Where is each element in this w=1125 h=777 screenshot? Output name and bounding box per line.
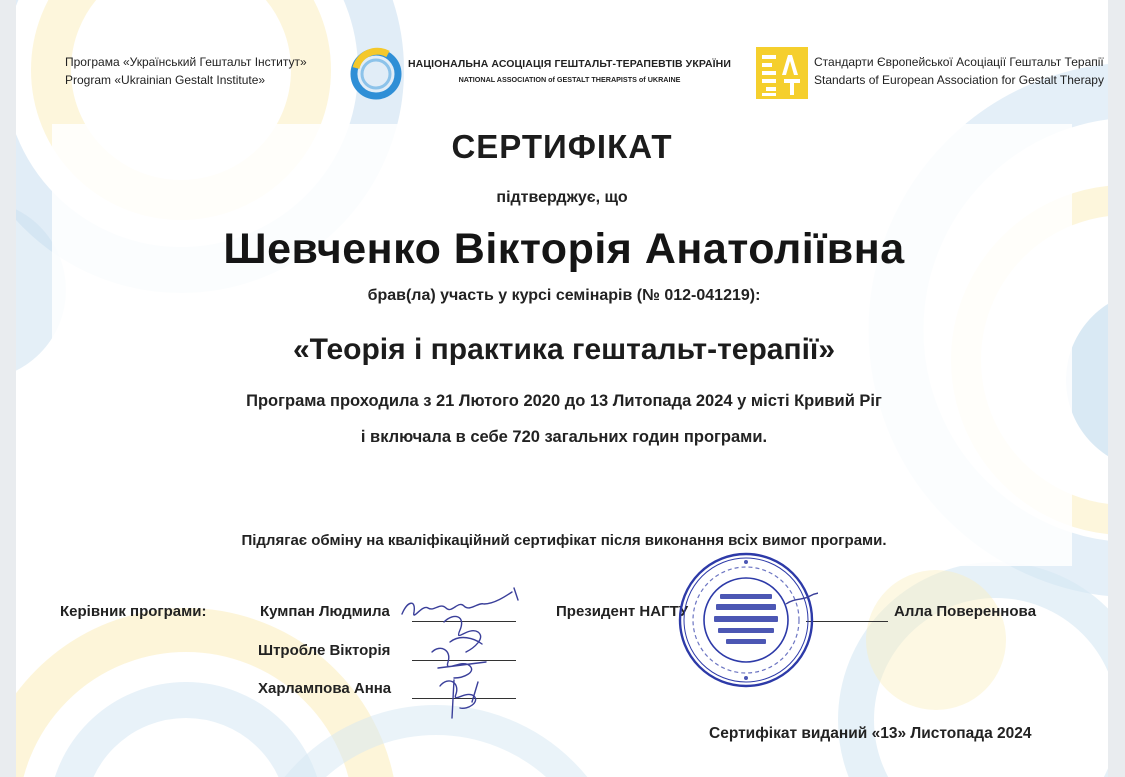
association-name: [408, 58, 731, 84]
head-name-3: Харлампова Анна: [258, 680, 392, 697]
recipient-name: Шевченко Вікторія Анатоліївна: [223, 225, 905, 273]
standards-title-uk: Стандарти Європейської Асоціації Гештальт Терапії: [814, 55, 1104, 69]
association-name-uk: НАЦІОНАЛЬНА АСОЦІАЦІЯ ГЕШТАЛЬТ-ТЕРАПЕВТІВ УКРАЇНИ: [408, 58, 732, 70]
program-heads-label: Керівник програми:: [60, 603, 207, 620]
issued-date: Сертифікат виданий «13» Листопада 2024: [709, 725, 1032, 742]
standards-title-en: Standarts of European Association for Gestalt Therapy: [814, 73, 1104, 87]
program-title-en: Program «Ukrainian Gestalt Institute»: [65, 73, 266, 87]
president-name: Алла Поверенновa: [894, 603, 1037, 620]
certificate-title: СЕРТИФІКАТ: [451, 128, 673, 165]
program-title: [65, 53, 307, 89]
exchange-note: Підлягає обміну на кваліфікаційний сертифікат після виконання всіх вимог програми.: [241, 532, 887, 549]
head-name-1: Кумпан Людмила: [260, 603, 390, 620]
eagt-logo-icon: [756, 47, 808, 99]
program-title-uk: Програма «Український Гештальт Інститут»: [65, 55, 307, 69]
head-name-2: Штробле Вікторія: [258, 642, 391, 659]
president-label: Президент НАГТУ: [556, 603, 689, 620]
certificate-sheet: [16, 0, 1108, 777]
official-stamp-icon: [674, 548, 818, 692]
participation-text: брав(ла) участь у курсі семінарів (№ 012-041219):: [367, 287, 761, 304]
hours-text: і включала в себе 720 загальних годин програми.: [360, 428, 768, 446]
course-title: «Теорія і практика гештальт-терапії»: [292, 333, 836, 366]
nagtu-logo-icon: [348, 46, 404, 102]
standards-title: [814, 53, 1104, 89]
handwritten-signatures: [394, 582, 544, 722]
confirms-text: підтверджує, що: [496, 189, 628, 206]
president-signature-line: [806, 621, 888, 622]
period-text: Програма проходила з 21 Лютого 2020 до 13 Литопада 2024 у місті Кривий Ріг: [246, 392, 882, 410]
association-name-en: NATIONAL ASSOCIATION of GESTALT THERAPISTS of UKRAINE: [458, 75, 681, 84]
